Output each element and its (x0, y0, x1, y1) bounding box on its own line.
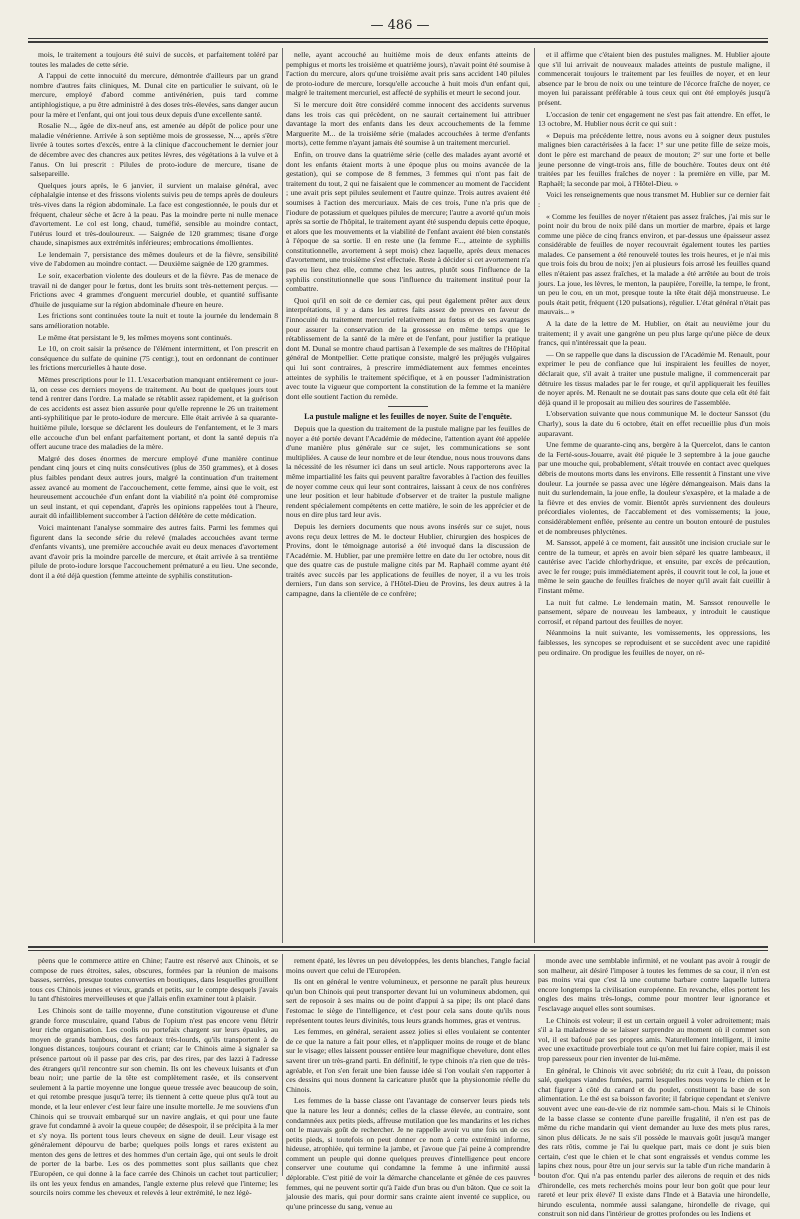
feuilleton-column-3 (538, 956, 770, 1219)
column-divider (282, 48, 283, 943)
column-3 (538, 50, 770, 940)
paragraph: Les femmes, en général, seraient assez jolies si elles voulaient se contenter de ce que la nature a fait pour elles, et n'appliquer moins de rouge et de blanc sur le visage; elles laissent pousser entière leur magnifique chevelure, dont elles savent tirer un très-grand parti. En définitif, le type chinois n'a rien que de très-agréable, et l'on s'en ferait une bien fausse idée si l'on voulait s'en rapporter à ces dessins qui nous donnent la caricature plutôt que la physionomie réelle du Chinois. (286, 1027, 530, 1094)
section-title: La pustule maligne et les feuilles de noyer. Suite de l'enquête. (304, 412, 512, 422)
paragraph: Les Chinois sont de taille moyenne, d'une constitution vigoureuse et d'une grande force musculaire, quand l'abus de l'opium n'est pas encore venu flétrir leur riche organisation. Les coolis ou portefaix chargent sur leurs épaules, au moyen de grands bambous, des fardeaux très-lourds, qu'ils transportent à de longues distances, toujours courant et criant; car le Chinois aime à signaler sa présence partout où il passe par des cris, par des rires, par des lazzi à l'adresse des étrangers qu'il rencontre sur son chemin. Ils ont les cheveux luisants et d'un beau noir; une partie de la tête est complètement rasée, et ils conservent seulement à la partie moyenne une longue queue tressée avec beaucoup de soin, et qui retombe presque jusqu'à terre; ils tiennent à cette queue plus qu'à tout au monde, et la leur enlever c'est leur faire une insulte mortelle. Je me souviens d'un Chinois qui se trouvait embarqué sur un navire anglais, et qui pour une faute grave fut condamné à avoir la queue coupée; de désespoir, il se précipita à la mer et s'y noya. Ils portent tous leurs cheveux en signe de deuil. Leur visage est généralement dépourvu de barbe; quelques poils longs et rares existent au menton des gens de lettres et des hommes d'un certain âge, qui ont seuls le droit de porter de la barbe. Les os des pommettes sont plus saillants que chez l'Européen, ce qui donne à la face carrée des Chinois un cachet tout particulier; ils ont les yeux fendus en amandes, l'angle externe plus relevé que l'interne; les sourcils noirs comme les cheveux et relevés à leur extrémité, le nez légè- (30, 1005, 278, 1198)
column-divider (534, 48, 535, 943)
paragraph: Une femme de quarante-cinq ans, bergère à la Quercelot, dans le canton de la Ferté-sous-Jouarre, avait été piquée le 3 septembre à la joue gauche par une mouche qui, probablement, s'était trouvée en contact avec quelques débris de moutons morts dans les environs. Elle ressentit à l'instant une vive douleur. La journée se passa avec une légère démangeaison. Mais dans la nuit du surlendemain, la joue enfle, la douleur s'exaspère, et la malade a de la fièvre et des envies de vomir. Bientôt après surviennent des douleurs précordiales violentes, de l'accablement et des vomissements; la joue, considérablement enflée, présente au centre un bouton entouré de pustules et de nombreuses phlyctènes. (538, 440, 770, 536)
paragraph: L'occasion de tenir cet engagement ne s'est pas fait attendre. En effet, le 13 octobre, M. Hublier nous écrit ce qui suit : (538, 109, 770, 129)
section-divider (388, 406, 428, 407)
paragraph: mois, le traitement a toujours été suivi de succès, et parfaitement toléré par toutes les malades de cette série. (30, 50, 278, 69)
paragraph: Depuis que la question du traitement de la pustule maligne par les feuilles de noyer a été portée devant l'Académie de médecine, l'attention ayant été appelée d'une manière plus générale sur ce sujet, les communications se sont multipliées. A cause de leur nombre et de leur étendue, nous nous trouvons dans la nécessité de les résumer ici dans un seul article. Nous rapporterons avec la même impartialité les faits qui peuvent paraître favorables à l'action des feuilles de noyer comme ceux qui leur sont contraires, laissant à ceux de nos confrères une leur position et leur habitude d'observer et de traiter la pustule maligne rendent spécialement compétents en cette matière, le soin de les apprécier et de nous en dire plus tard leur avis. (286, 423, 530, 520)
paragraph: et il affirme que c'étaient bien des pustules malignes. M. Hublier ajoute que s'il lui arrivait de nouveaux malades atteints de pustule maligne, il commencerait toujours le traitement par les feuilles de noyer, et en leur absence par le brou de noix ou une teinture de l'écorce fraîche de noyer, ce moyen lui paraissant préférable à tous ceux qui ont été employés jusqu'à présent. (538, 50, 770, 107)
paragraph: Les femmes de la basse classe ont l'avantage de conserver leurs pieds tels que la nature les leur a donnés; celles de la classe élevée, au contraire, sont condamnées aux petits pieds, affreuse mutilation que les mandarins et les riches ont le mauvais goût de rechercher. Je ne rappelle avoir vu une fois un de ces petits pieds, si toutefois on peut donner ce nom à cette extrémité informe, hideuse, atrophiée, qui termine la jambe, et j'avoue que j'ai peine à comprendre comment un peuple qui donne quelques preuves d'intelligence peut encore conserver une coutume qui condamne la femme à une infirmité aussi déplorable. C'est pitié de voir la démarche chancelante et gênée de ces pauvres femmes, qui ne peuvent sortir qu'à l'aide d'un bras ou d'un bâton. Que ce soit la jalousie des maris, qui pour dormir sans crainte aient inventé ce supplice, ou qu'une princesse du sang, venue au (286, 1096, 530, 1211)
paragraph: La nuit fut calme. Le lendemain matin, M. Sanssot renouvelle le pansement, sépare de nouveau les lambeaux, y introduit le caustique corrosif, et répand partout des feuilles de noyer. (538, 597, 770, 626)
header-rule (28, 38, 768, 39)
paragraph: A la date de la lettre de M. Hublier, on était au neuvième jour du traitement; il y avait une gangrène un peu plus large qu'une pièce de deux francs, qui n'intéressait que la peau. (538, 319, 770, 348)
page-number: — 486 — (370, 18, 430, 33)
feuilleton-rule (28, 946, 768, 948)
column-2 (286, 50, 530, 940)
paragraph: Malgré des doses énormes de mercure employé d'une manière continue pendant cinq jours et cinq nuits consécutives (plus de 350 grammes), et à doses plus faibles pendant deux autres jours, malgré la continuation d'un traitement assez avancé au moment de l'accouchement, cette femme, ainsi que le voit, est heureusement accouchée d'un enfant dont la viabilité n'a point été compromise un seul instant, et qui cependant, d'après les opinions rappelées tout à l'heure, aurait dû infailliblement succomber à l'action délétère de cette médication. (30, 453, 278, 521)
paragraph: A l'appui de cette innocuité du mercure, démontrée d'ailleurs par un grand nombre d'autres faits cliniques, M. Dunal cite en particulier le suivant, où le mercure, employé d'abord comme antivénérien, puis tard comme antiphlogistique, a pu être administré à des doses très-élevées, sans danger aucun pour la mère et l'enfant, qui ont joui tous deux depuis d'une excellente santé. (30, 71, 278, 119)
paragraph: Depuis les derniers documents que nous avons insérés sur ce sujet, nous avons reçu deux lettres de M. le docteur Hublier, chirurgien des hospices de Provins, dont le témoignage autorisé a été invoqué dans la discussion de l'Académie. M. Hublier, par une première lettre en date du 1er octobre, nous dit que des quatre cas de pustule maligne cités par M. Raphaël comme ayant été traités avec succès par les applications de feuilles de noyer, il a vu les trois derniers, l'un dans son service, à l'Hôtel-Dieu de Provins, les deux autres à la campagne, dans la clientèle de ce confrère; (286, 521, 530, 599)
paragraph: Rosalie N..., âgée de dix-neuf ans, est amenée au dépôt de police pour une maladie vénérienne. Arrivée à son septième mois de grossesse, N..., après s'être livrée à toutes sortes d'excès, entre à la clinique d'accouchement le dernier jour de décembre avec des chancres aux petites lèvres, des végétations à la vulve et à l'anus. On lui prescrit : Pilules de proto-iodure de mercure, tisane de salsepareille. (30, 121, 278, 179)
column-1 (30, 50, 278, 940)
paragraph: rement épaté, les lèvres un peu développées, les dents blanches, l'angle facial moins ouvert que celui de l'Européen. (286, 956, 530, 975)
paragraph: Voici les renseignements que nous transmet M. Hublier sur ce dernier fait : (538, 190, 770, 209)
paragraph: Les frictions sont continuées toute la nuit et toute la journée du lendemain 8 sans amélioration notable. (30, 311, 278, 331)
paragraph: Mêmes prescriptions pour le 11. L'exacerbation manquant entièrement ce jour-là, on cesse ces derniers moyens de traitement. Au bout de quelques jours tout tend à rentrer dans l'ordre. La malade se rétablit assez rapidement, et la guérison de ces accidents est assez bien assurée pour qu'elle reprenne le 26 un traitement anti-syphilitique par le proto-iodure de mercure. Elle était arrivée à sa quarante-huitième pilule, lorsque se déclarent les douleurs de l'enfantement, et le 3 mars elle accouche d'un bel enfant parfaitement portant, et dont la santé depuis n'a offert aucune trace des maladies de la mère. (30, 375, 278, 452)
feuilleton-column-1 (30, 956, 278, 1198)
column-divider (534, 954, 535, 1176)
paragraph: « Comme les feuilles de noyer n'étaient pas assez fraîches, j'ai mis sur le point noir du brou de noix pilé dans un mortier de marbre, épais et large comme une pièce de cinq francs environ, et par-dessus une épaisseur assez considérable de feuilles de noyer recouvrait également toutes les parties malades. Ce pansement a été renouvelé toutes les trois heures, et je n'ai mis que trois fois du brou de noix; j'en ai plusieurs fois arrosé les feuilles quand elles n'étaient pas assez fraîches, et la malade a été arrêtée au bout de trois jours. La joue, les lèvres, le menton, la paupière, l'oreille, la tempe, le front, un peu le cou, en un mot, presque toute la tête était déjà monstrueuse. Le pouls était petit, fréquent (120 pulsations), régulier. L'état général n'était pas mauvais... » (538, 211, 770, 317)
paragraph: En général, le Chinois vit avec sobriété; du riz cuit à l'eau, du poisson salé, quelques viandes fumées, parmi lesquelles nous voyons le chien et le chat figurer à côté du canard et du poulet, constituent la base de son alimentation. Le thé est sa boisson favorite; il fabrique cependant et s'enivre souvent avec une eau-de-vie de riz nommée sam-chou. Mais si le Chinois de la basse classe se contente d'une pareille frugalité, il n'en est pas de même du riche mandarin qui vient demander au luxe des mets plus rares, sinon plus délicats. Je ne sais s'il possède le mauvais goût jusqu'à manger des rats rôtis, comme je l'ai lu quelque part, mais ce dont je suis bien certain, c'est que le chien et le chat sont engraissés et vendus comme les lapins chez nous, pour être un jour servis sur la table d'un riche mandarin à bouton d'or. Qui n'a pas entendu parler des ailerons de requin et des nids d'hirondelle, ces mets recherchés moins pour leur bon goût que pour leur rareté et leur prix élevé? Il existe dans l'Inde et à Batavia une hirondelle, hirundo esculenta, nommée aussi salangane, hirondelle de rivage, qui construit son nid dans l'intérieur de grottes profondes ou les Indiens et (538, 1065, 770, 1219)
header-rule-thick (28, 41, 768, 43)
paragraph: Voici maintenant l'analyse sommaire des autres faits. Parmi les femmes qui figurent dans la seconde série du relevé (malades accouchées avant terme d'enfants vivants), une première accouchée avait eu deux menaces d'avortement avant d'avoir pris la moindre parcelle de mercure, et était arrivée à sa trentième pilule de proto-iodure lorsque l'accouchement prématuré a eu lieu. Une seconde, dont il a été déjà question (femme atteinte de syphilis constitution- (30, 522, 278, 580)
feuilleton-rule-thin (28, 950, 768, 951)
paragraph: Le soir, exacerbation violente des douleurs et de la fièvre. Pas de menace de travail ni de danger pour le fœtus, dont les bruits sont très-nettement perçus. — Frictions avec 4 grammes d'onguent mercuriel double, et quantité suffisante d'huile de jusquiame sur la région abdominale d'heure en heure. (30, 271, 278, 309)
column-divider (282, 954, 283, 1176)
paragraph: Quelques jours après, le 6 janvier, il survient un malaise général, avec céphalalgie intense et des frissons violents suivis peu de temps après de douleurs très-vives dans la région abdominale. La face est congestionnée, le pouls dur et fréquent, chaleur sèche et âcre à la peau. Pas la moindre perte ni nulle menace d'avortement. Le col est long, chaud, tuméfié, sensible au moindre contact, l'utérus lourd et très-douloureux. — Saignée de 120 grammes; tisane d'orge chaude, sinapismes aux extrémités inférieures; embrocations émollientes. (30, 180, 278, 248)
paragraph: Le même état persistant le 9, les mêmes moyens sont continués. (38, 332, 233, 342)
paragraph: Le lendemain 7, persistance des mêmes douleurs et de la fièvre, sensibilité vive de l'abdomen au moindre contact. — Deuxième saignée de 120 grammes. (30, 249, 278, 269)
paragraph: Enfin, on trouve dans la quatrième série (celle des malades ayant avorté et dont les enfants étaient morts à une époque plus ou moins avancée de la gestation), qui se compose de 8 femmes, 3 femmes qui n'ont pas fait de traitement du tout, 2 qui ne faisaient que le commencer au moment de l'accident ; une avait pris sept pilules seulement et l'autre quinze. Trois autres avaient été soumises à l'action des mercuriaux. Mais de ces trois, l'une n'a pris que de l'iodure de potassium et quelques pilules de mercure; l'autre a avorté qu'un mois après sa sortie de l'hôpital, le traitement ayant été suspendu depuis cette époque, et alors que les mouvements et la viabilité de l'enfant avaient été bien constatés à l'époque de sa sortie. Il en reste une (la femme F..., atteinte de syphilis constitutionnelle, avortement à sept mois) chez laquelle, après deux menaces d'avortement, une troisième s'est effectuée. Reste à décider si cet avortement n'a pas eu lieu chez elle, comme chez les autres, plutôt sous l'influence de la syphilis constitutionnelle que sous l'influence du traitement institué pour la combattre. (286, 149, 530, 294)
paragraph: L'observation suivante que nous communique M. le docteur Sanssot (du Charly), sous la date du 6 octobre, était en effet recueillie plus d'un mois auparavant. (538, 409, 770, 438)
paragraph: Quoi qu'il en soit de ce dernier cas, qui peut également prêter aux deux interprétations, il y a dans les autres faits assez de preuves en faveur de l'innocuité du traitement mercuriel relativement au fœtus et de ses avantages pour assurer la conservation de la grossesse en même temps que le rétablissement de la santé de la mère et de l'enfant, pour justifier la pratique dont M. Dunal se montre chaud partisan à l'exemple de ses maîtres de l'Hôpital général de Montpellier. Cette pratique consiste, malgré les préjugés vulgaires qui lui sont contraires, à prescrire immédiatement aux femmes enceintes atteintes de syphilis le traitement spécifique, et à en pousser l'administration avec toute la vigueur que comportent la constitution de la femme et la manière dont elle soutient l'action du remède. (286, 295, 530, 401)
paragraph: Ils ont en général le ventre volumineux, et personne ne paraît plus heureux qu'un bon Chinois qui peut transporter devant lui un volumineux abdomen, qui sert de reposoir à ses mains ou de point d'appui à sa pipe; ils ont placé dans l'estomac le siège de l'intelligence, et c'est pour cela sans doute qu'ils nous représentent toutes leurs divinités, tous leurs grands hommes, gras et ventrus. (286, 977, 530, 1025)
paragraph: « Depuis ma précédente lettre, nous avons eu à soigner deux pustules malignes bien caractérisées à la face: 1° sur une petite fille de seize mois, dont le père est marchand de peaux de mouton; 2° sur une forte et belle jeune personne de vingt-trois ans, fille de bouchère. Toutes deux ont été traitées par les feuilles fraîches de noyer : la première en ville, par M. Raphaël; la seconde par moi, à l'Hôtel-Dieu. » (538, 130, 770, 188)
paragraph: pèens que le commerce attire en Chine; l'autre est réservé aux Chinois, et se compose de rues étroites, sales, obscures, formées par la réunion de maisons basses, serrées, presque toutes converties en boutiques, dans lesquelles grouillent tous ces Chinois jeunes et vieux, grands et petits, sur le compte desquels j'avais lu tant d'histoires merveilleuses et que j'allais enfin examiner tout à plaisir. (30, 956, 278, 1004)
feuilleton-column-2 (286, 956, 530, 1211)
paragraph: monde avec une semblable infirmité, et ne voulant pas avoir à rougir de son malheur, ait désiré l'imposer à toutes les femmes de sa cour, il n'en est pas moins vrai que c'est là une coutume barbare contre laquelle luttera encore longtemps la civilisation européenne. En revanche, elles portent les ongles des mains très-longs, comme pour montrer leur ignorance et l'esclavage auquel elles sont soumises. (538, 956, 770, 1013)
paragraph: Le 10, on croit saisir la présence de l'élément intermittent, et l'on prescrit en conséquence du sulfate de quinine (75 centigr.), tout en ordonnant de continuer les frictions mercurielles à haute dose. (30, 344, 278, 373)
paragraph: Néanmoins la nuit suivante, les vomissements, les oppressions, les faiblesses, les syncopes se reproduisent et se succèdent avec une rapidité peu ordinaire. On prodigue les feuilles de noyer, on ré- (538, 628, 770, 657)
paragraph: Si le mercure doit être considéré comme innocent des accidents survenus dans les trois cas qui précèdent, on ne saurait certainement lui attribuer davantage la mort des enfants dans les deux accouchements de la femme Marguerite M... de la troisième série (malades accouchées à terme d'enfants morts), cette femme n'ayant jamais été soumise à un traitement mercuriel. (286, 99, 530, 148)
paragraph: M. Sanssot, appelé à ce moment, fait aussitôt une incision cruciale sur le centre de la tumeur, et après en avoir bien séparé les quatre lambeaux, il cautérise avec l'acide chlorhydrique, et ensuite, par excès de précaution, avec le fer rouge; puis immédiatement après, il couvrit tout le col, la joue et même le sein gauche de feuilles fraîches de noyer qu'il avait fait cueillir à l'instant même. (538, 538, 770, 596)
paragraph: nelle, ayant accouché au huitième mois de deux enfants atteints de pemphigus et morts les troisième et quatrième jours), n'avait point été soumise à l'action du mercure, alors qu'une troisième avait pris sans accident 140 pilules de proto-iodure de mercure, lorsqu'elle accouche à huit mois d'un enfant qui, malgré le traitement mercuriel, est affecté de syphilis et meurt le second jour. (286, 50, 530, 98)
paragraph: — On se rappelle que dans la discussion de l'Académie M. Renault, pour exprimer le peu de confiance que lui inspiraient les feuilles de noyer, déclarait que, s'il avait à traiter une pustule maligne, il commencerait par détruire les tissus malades par le fer rouge, et qu'il appliquerait les feuilles de noyer après. M. Renault ne se doutait pas sans doute que cela eût été fait déjà quand il le proposait au milieu des sourires de l'assemblée. (538, 349, 770, 407)
paragraph: Le Chinois est voleur; il est un certain orgueil à voler adroitement; mais s'il a la maladresse de se laisser surprendre au moment où il commet son vol, il est bafoué par ses propres amis. Naturellement intelligent, il imite avec une exactitude proverbiale tout ce qu'on met lui faire copier, mais il est trop paresseux pour rien inventer de lui-même. (538, 1015, 770, 1063)
